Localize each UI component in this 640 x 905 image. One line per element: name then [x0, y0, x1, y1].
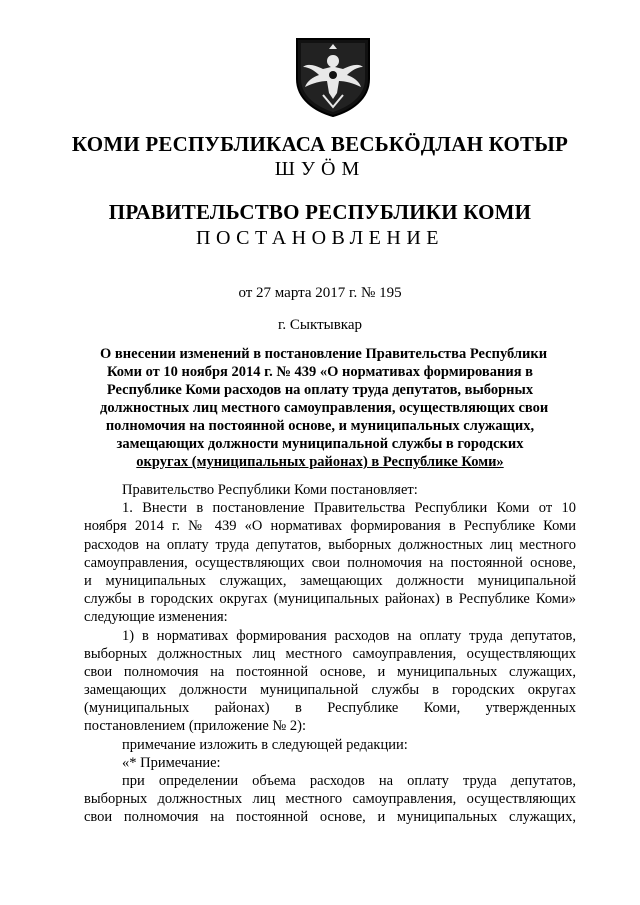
body-line: Правительство Республики Коми постановляет:	[122, 482, 418, 498]
body-line: (муниципальных районах) в Республике Коми, утвержденных	[84, 700, 576, 717]
body-line: при определении объема расходов на оплату труда депутатов,	[122, 773, 576, 789]
document-city: г. Сыктывкар	[277, 317, 363, 333]
body-line: замещающих должности муниципальной службы в городских округах	[84, 682, 576, 699]
body-line: выборных должностных лиц местного самоуправления, осуществляющих	[84, 645, 576, 662]
body-line: примечание изложить в следующей редакции:	[122, 736, 408, 753]
body-line: свои полномочия на постоянной основе, и муниципальных служащих,	[84, 663, 576, 680]
body-line: «* Примечание:	[122, 754, 221, 771]
title-line: округах (муниципальных районах) в Республике Коми»	[136, 454, 504, 470]
resolution-title	[100, 345, 549, 471]
body-line: выборных должностных лиц местного самоуправления, осуществляющих	[84, 791, 576, 808]
body-line: свои полномочия на постоянной основе, и муниципальных служащих,	[84, 809, 576, 826]
body-line: следующие изменения:	[84, 609, 228, 626]
title-line: Республике Коми расходов на оплату труда депутатов, выборных	[106, 382, 534, 398]
komi-government-title: КОМИ РЕСПУБЛИКАСА ВЕСЬКӦДЛАН КОТЫР	[71, 132, 569, 156]
document-body	[84, 481, 576, 827]
body-line: расходов на оплату труда депутатов, выборных должностных лиц местного	[84, 536, 576, 553]
title-line: полномочия на постоянной основе, и муниципальных служащих,	[105, 418, 535, 434]
title-line: Коми от 10 ноября 2014 г. № 439 «О нормативах формирования в	[107, 364, 533, 380]
body-line: самоуправления, осуществляющих свои полномочия на постоянной основе,	[84, 554, 576, 571]
body-line: ноября 2014 г. № 439 «О нормативах формирования в Республике Коми	[84, 518, 576, 535]
title-line: замещающих должности муниципальной службы в городских	[116, 436, 524, 452]
komi-document-type: ШУӦМ	[274, 158, 366, 180]
komi-coat-of-arms-icon	[293, 35, 373, 117]
title-line: О внесении изменений в постановление Правительства Республики	[100, 346, 548, 362]
title-line: должностных лиц местного самоуправления, осуществляющих свои	[100, 400, 549, 416]
body-line: постановлением (приложение № 2):	[84, 718, 306, 735]
document-type: ПОСТАНОВЛЕНИЕ	[196, 227, 444, 249]
body-line: и муниципальных служащих, замещающих должности муниципальной	[84, 572, 576, 589]
body-line: службы в городских округах (муниципальных районах) в Республике Коми»	[84, 591, 576, 608]
body-line: 1. Внести в постановление Правительства Республики Коми от 10	[122, 500, 576, 517]
body-line: 1) в нормативах формирования расходов на оплату труда депутатов,	[122, 627, 576, 644]
government-title: ПРАВИТЕЛЬСТВО РЕСПУБЛИКИ КОМИ	[108, 200, 532, 224]
document-date: от 27 марта 2017 г. № 195	[238, 285, 402, 301]
